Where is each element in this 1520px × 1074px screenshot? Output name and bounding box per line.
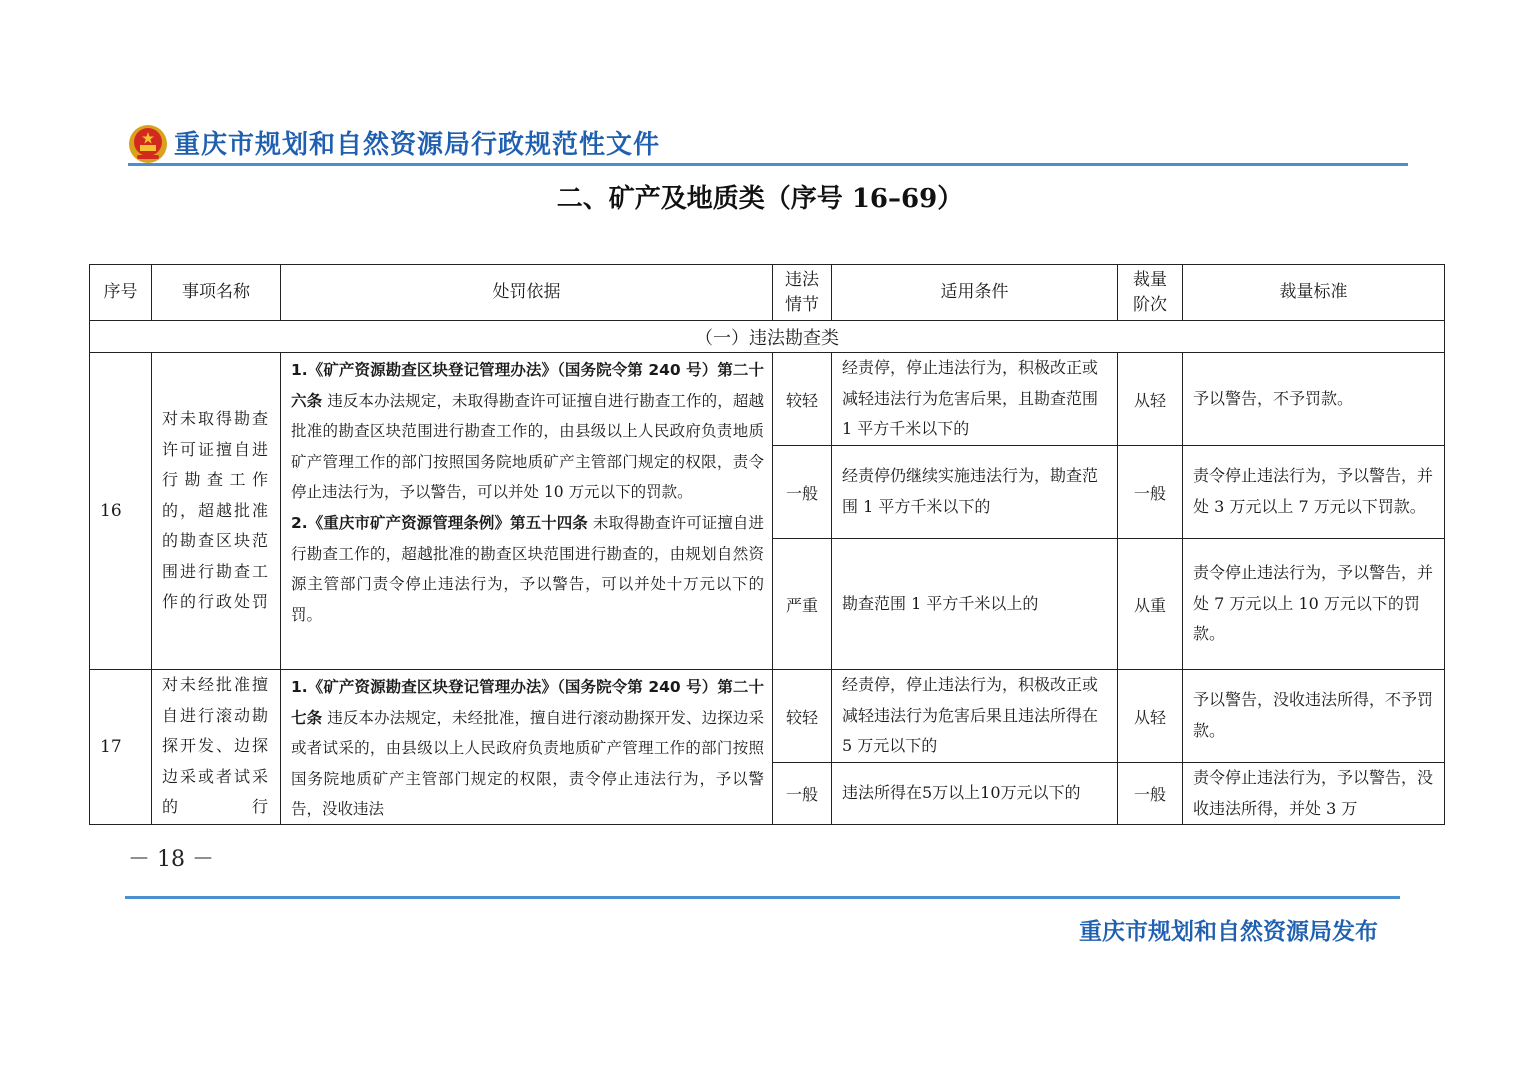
basis-citation: 1.《矿产资源勘查区块登记管理办法》（国务院令第 240 号）第二十六条 <box>291 361 764 410</box>
severity-cell: 一般 <box>773 763 832 825</box>
header-title: 重庆市规划和自然资源局行政规范性文件 <box>174 130 661 160</box>
step-cell: 一般 <box>1118 446 1183 539</box>
column-header-no: 序号 <box>90 265 152 321</box>
item-basis <box>281 670 773 825</box>
condition-cell: 经责停仍继续实施违法行为，勘查范围 1 平方千米以下的 <box>832 446 1118 539</box>
step-cell: 从轻 <box>1118 670 1183 763</box>
table-row <box>90 670 1445 763</box>
item-number: 16 <box>90 353 152 670</box>
basis-clip <box>291 672 764 822</box>
table-header-row <box>90 265 1445 321</box>
item-basis <box>281 353 773 670</box>
item-number: 17 <box>90 670 152 825</box>
basis-paragraph <box>291 508 764 630</box>
page-number: － 18 － <box>128 847 214 872</box>
severity-cell: 较轻 <box>773 670 832 763</box>
column-header-basis: 处罚依据 <box>281 265 773 321</box>
item-name-text: 对未经批准擅自进行滚动勘探开发、边探边采或者试采的行 <box>162 675 270 817</box>
item-name: 对未取得勘查许可证擅自进行勘查工作的，超越批准的勘查区块范围进行勘查工作的行政处罚 <box>152 353 281 670</box>
severity-cell: 较轻 <box>773 353 832 446</box>
basis-text: 违反本办法规定，未经批准，擅自进行滚动勘探开发、边探边采或者试采的，由县级以上人民政府负责地质矿产管理工作的部门按照国务院地质矿产主管部门规定的权限，责令停止违法行为，予以警告，没收违法 <box>291 708 764 819</box>
step-cell: 一般 <box>1118 763 1183 825</box>
national-emblem-icon <box>128 124 168 164</box>
basis-paragraph <box>291 355 764 508</box>
condition-cell: 经责停，停止违法行为，积极改正或减轻违法行为危害后果，且勘查范围 1 平方千米以下的 <box>832 353 1118 446</box>
basis-citation: 2.《重庆市矿产资源管理条例》第五十四条 <box>291 513 588 532</box>
basis-paragraph <box>291 672 764 822</box>
standard-cell: 予以警告，没收违法所得，不予罚款。 <box>1183 670 1445 763</box>
column-header-standard: 裁量标准 <box>1183 265 1445 321</box>
basis-text: 未取得勘查许可证擅自进行勘查工作的，超越批准的勘查区块范围进行勘查的，由规划自然资源主管部门责令停止违法行为，予以警告，可以并处十万元以下的罚。 <box>291 513 764 624</box>
category-row <box>90 321 1445 353</box>
column-header-step-text: 裁量阶次 <box>1132 269 1167 315</box>
footer-publisher: 重庆市规划和自然资源局发布 <box>1079 919 1378 945</box>
severity-cell: 严重 <box>773 539 832 670</box>
standard-cell: 责令停止违法行为，予以警告，没收违法所得，并处 3 万 <box>1183 763 1445 825</box>
condition-cell: 经责停，停止违法行为，积极改正或减轻违法行为危害后果且违法所得在 5 万元以下的 <box>832 670 1118 763</box>
column-header-name: 事项名称 <box>152 265 281 321</box>
column-header-condition: 适用条件 <box>832 265 1118 321</box>
standard-cell: 责令停止违法行为，予以警告，并处 3 万元以上 7 万元以下罚款。 <box>1183 446 1445 539</box>
document-header <box>128 118 1408 170</box>
basis-citation: 1.《矿产资源勘查区块登记管理办法》（国务院令第 240 号）第二十七条 <box>291 678 764 727</box>
penalty-discretion-table <box>89 264 1445 825</box>
section-title: 二、矿产及地质类（序号 16–69） <box>556 184 964 214</box>
column-header-step <box>1118 265 1183 321</box>
column-header-severity <box>773 265 832 321</box>
header-divider <box>128 163 1408 166</box>
footer-divider <box>125 896 1400 899</box>
condition-cell: 勘查范围 1 平方千米以上的 <box>832 539 1118 670</box>
condition-cell: 违法所得在5万以上10万元以下的 <box>832 763 1118 825</box>
category-label: （一）违法勘查类 <box>90 321 1445 353</box>
step-cell: 从轻 <box>1118 353 1183 446</box>
step-cell: 从重 <box>1118 539 1183 670</box>
item-name <box>152 670 281 825</box>
column-header-severity-text: 违法情节 <box>784 269 819 315</box>
standard-cell: 责令停止违法行为，予以警告，并处 7 万元以上 10 万元以下的罚款。 <box>1183 539 1445 670</box>
severity-cell: 一般 <box>773 446 832 539</box>
basis-text: 违反本办法规定，未取得勘查许可证擅自进行勘查工作的，超越批准的勘查区块范围进行勘查工作的，由县级以上人民政府负责地质矿产管理工作的部门按照国务院地质矿产主管部门规定的权限，责令停止违法行为，予以警告，可以并处 10 万元以下的罚款。 <box>291 391 764 502</box>
table-row <box>90 353 1445 446</box>
standard-cell: 予以警告，不予罚款。 <box>1183 353 1445 446</box>
